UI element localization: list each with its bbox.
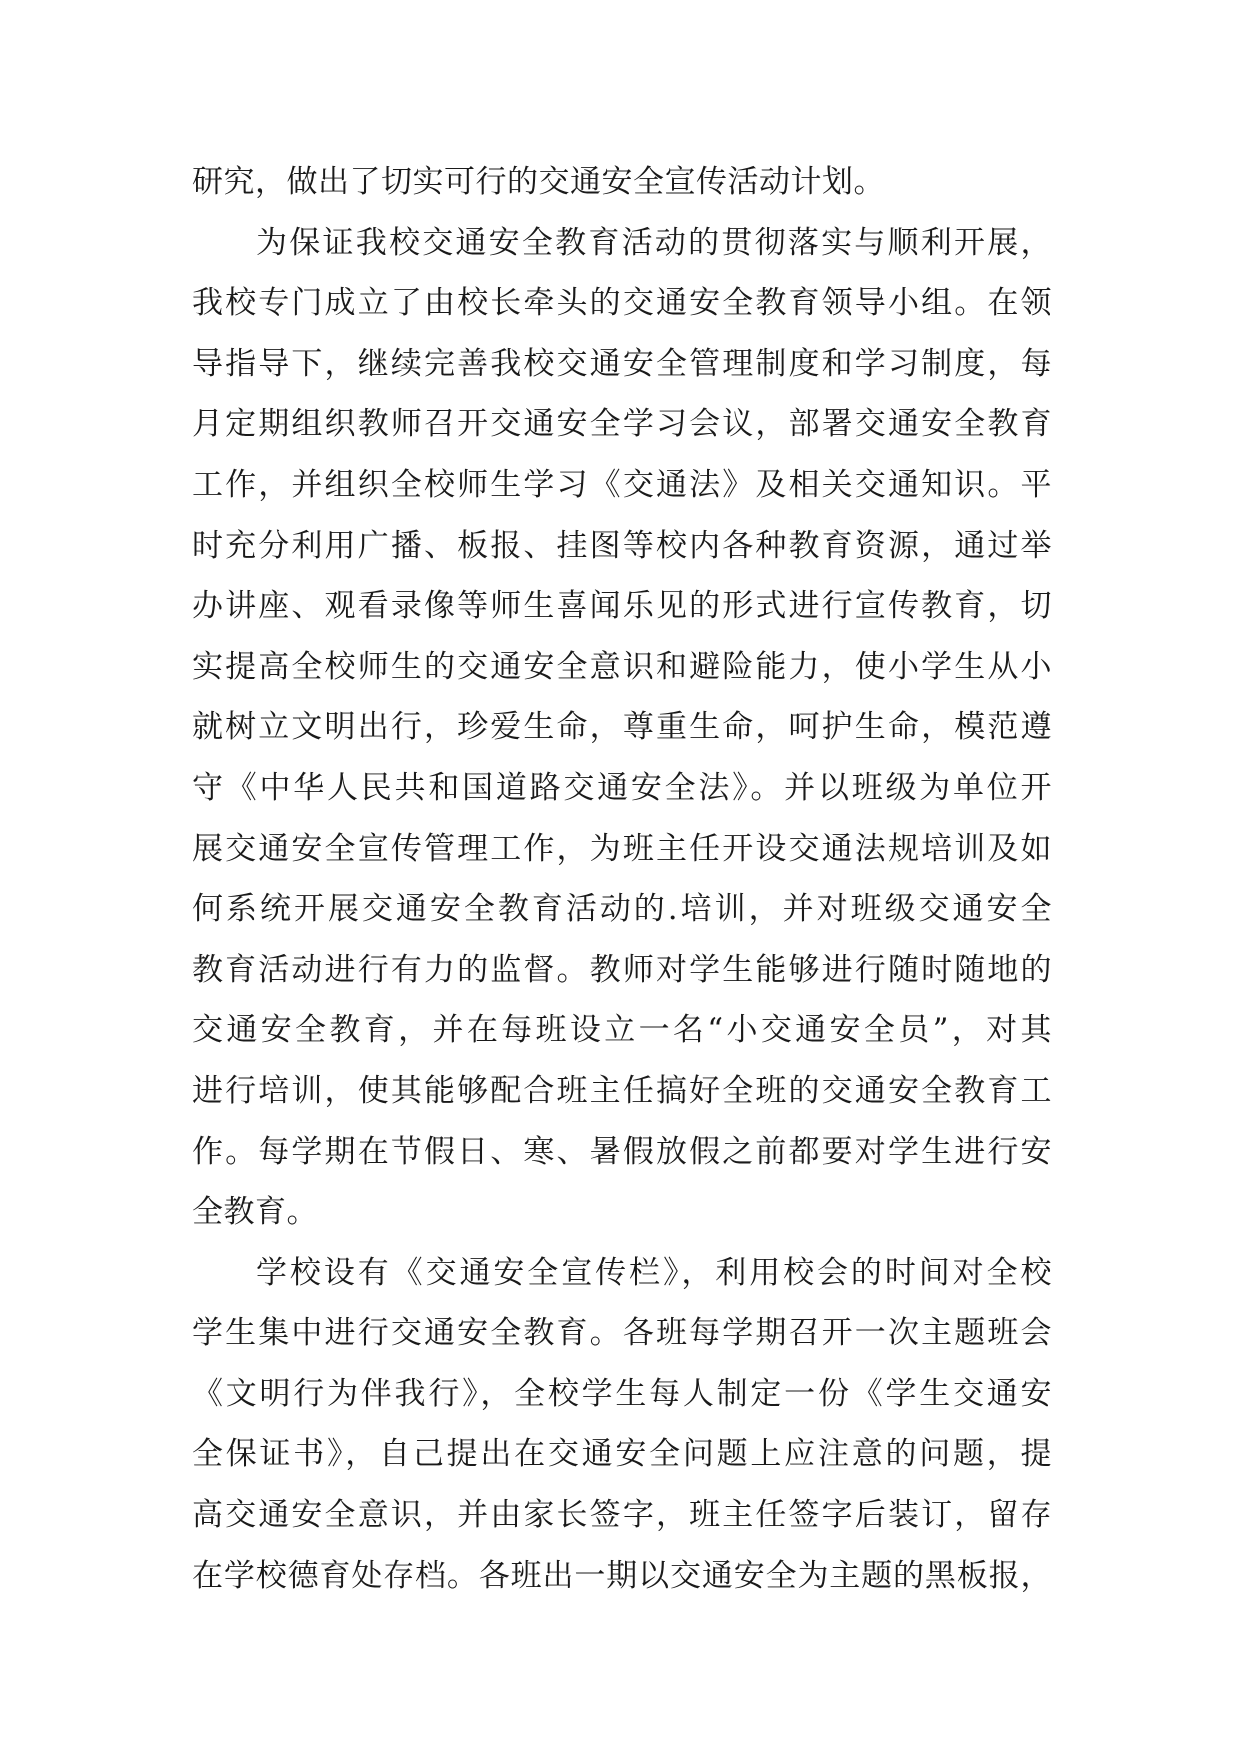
text-line: 教育活动进行有力的监督。教师对学生能够进行随时随地的 bbox=[192, 951, 1052, 988]
text-line: 时充分利用广播、板报、挂图等校内各种教育资源，通过举 bbox=[192, 527, 1052, 564]
text-line: 学生集中进行交通安全教育。各班每学期召开一次主题班会 bbox=[192, 1315, 1052, 1352]
text-line: 办讲座、观看录像等师生喜闻乐见的形式进行宣传教育，切 bbox=[192, 588, 1052, 625]
text-line: 守《中华人民共和国道路交通安全法》。并以班级为单位开 bbox=[192, 769, 1052, 806]
text-line: 全保证书》，自己提出在交通安全问题上应注意的问题，提 bbox=[192, 1436, 1052, 1473]
text-line: 展交通安全宣传管理工作，为班主任开设交通法规培训及如 bbox=[192, 830, 1052, 867]
text-line: 高交通安全意识，并由家长签字，班主任签字后装订，留存 bbox=[192, 1497, 1052, 1534]
text-line: 何系统开展交通安全教育活动的.培训，并对班级交通安全 bbox=[192, 891, 1052, 928]
text-line: 全教育。 bbox=[192, 1194, 318, 1231]
text-line: 我校专门成立了由校长牵头的交通安全教育领导小组。在领 bbox=[192, 285, 1052, 322]
text-line: 月定期组织教师召开交通安全学习会议，部署交通安全教育 bbox=[192, 406, 1052, 443]
text-line: 研究，做出了切实可行的交通安全宣传活动计划。 bbox=[192, 164, 885, 200]
text-line: 在学校德育处存档。各班出一期以交通安全为主题的黑板报， bbox=[192, 1557, 1052, 1594]
text-line: 为保证我校交通安全教育活动的贯彻落实与顺利开展， bbox=[256, 224, 1052, 261]
body-text bbox=[192, 152, 1052, 1606]
text-line: 交通安全教育，并在每班设立一名“小交通安全员”，对其 bbox=[192, 1012, 1052, 1049]
text-line: 实提高全校师生的交通安全意识和避险能力，使小学生从小 bbox=[192, 648, 1052, 685]
text-line: 导指导下，继续完善我校交通安全管理制度和学习制度，每 bbox=[192, 345, 1052, 382]
text-line: 作。每学期在节假日、寒、暑假放假之前都要对学生进行安 bbox=[192, 1133, 1052, 1170]
text-line: 《文明行为伴我行》，全校学生每人制定一份《学生交通安 bbox=[192, 1375, 1052, 1412]
text-line: 就树立文明出行，珍爱生命，尊重生命，呵护生命，模范遵 bbox=[192, 709, 1052, 746]
text-line: 工作，并组织全校师生学习《交通法》及相关交通知识。平 bbox=[192, 466, 1052, 503]
text-line: 进行培训，使其能够配合班主任搞好全班的交通安全教育工 bbox=[192, 1072, 1052, 1109]
text-line: 学校设有《交通安全宣传栏》，利用校会的时间对全校 bbox=[256, 1254, 1052, 1291]
